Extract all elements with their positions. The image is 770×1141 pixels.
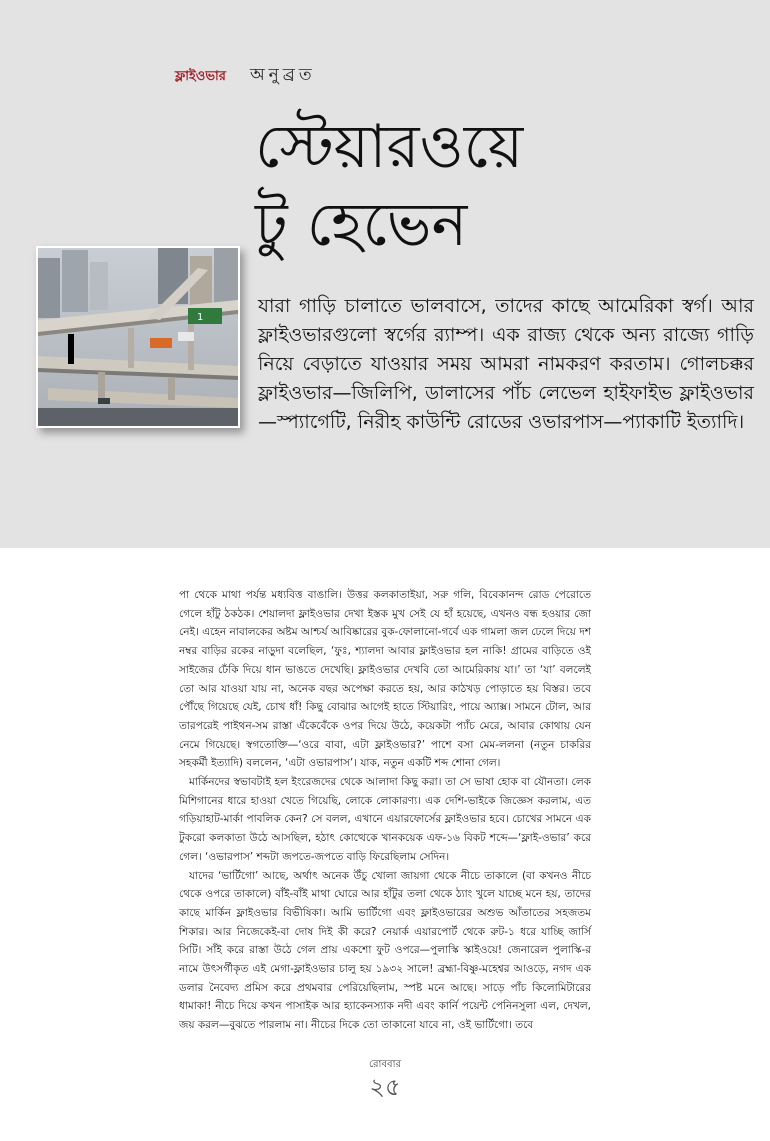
article-header: [175, 62, 316, 90]
magazine-name: রোববার: [369, 1059, 401, 1070]
title-line-1: স্টেয়ারওয়ে: [255, 112, 524, 182]
author-name: অনুব্রত: [249, 65, 316, 85]
title-line-2: টু হেভেন: [255, 190, 468, 260]
flyover-photo: [36, 246, 240, 428]
page-footer: [355, 1057, 415, 1100]
category-label: ফ্লাইওভার: [175, 69, 226, 84]
body-paragraph: যাদের ‘ভার্টিগো’ আছে, অর্থাৎ অনেক উঁচু খোলা জায়গা থেকে নীচে তাকালে (বা কখনও নীচে থেকে ওপরে তাকালে) বাঁই-বাঁই মাথা ঘোরে আর হাঁটুর তলা থেকে ঠ্যাং খুলে যাচ্ছে মনে হয়, তাদের কাছে মার্কিন ফ্লাইওভার বিভীষিকা। আমি ভার্টিগো এবং ফ্লাইওভারের অশুভ আঁতাতের সহজতম শিকার। আর নিজেকেই-বা দোষ দিই কী করে? নেয়ার্ক এয়ারপোর্ট থেকে রুট-১ ধরে যাচ্ছি জার্সি সিটি। সাঁই করে রাস্তা উঠে গেল প্রায় একশো ফুট ওপরে—পুলাস্কি স্কাইওয়ে! জেনারেল পুলাস্কি-র নামে উৎসর্গীকৃত এই মেগা-ফ্লাইওভার চালু হয় ১৯৩২ সালে! ব্রহ্মা-বিষ্ণু-মহেশ্বর আওড়ে, নগদ এক ডলার নৈবেদ্য প্রমিস করে প্রথমবার পেরিয়েছিলাম, স্পষ্ট মনে আছে। সাড়ে পাঁচ কিলোমিটারের ধামাকা! নীচে দিয়ে কখন পাসাইক আর হ্যাকেনস্যাক নদী এবং কার্নি পয়েন্ট পেনিনসুলা এল, দেখল, জয় করল—বুঝতে পারলাম না। নীচের দিকে তো তাকানো যাবে না, ওই ভার্টিগো। তবে: [179, 869, 591, 1032]
article-body: [179, 586, 591, 1035]
lede-paragraph: যারা গাড়ি চালাতে ভালবাসে, তাদের কাছে আমেরিকা স্বর্গ। আর ফ্লাইওভারগুলো স্বর্গের র‍্যাম্প। এক রাজ্য থেকে অন্য রাজ্যে গাড়ি নিয়ে বেড়াতে যাওয়ার সময় আমরা নামকরণ করতাম। গোলচক্কর ফ্লাইওভার—জিলিপি, ডালাসের পাঁচ লেভেল হাইফাইভ ফ্লাইওভার—স্প্যাগেটি, নিরীহ কাউন্টি রোডের ওভারপাস—প্যাকাটি ইত্যাদি।: [258, 295, 754, 433]
body-paragraph: মার্কিনদের স্বভাবটাই হল ইংরেজদের থেকে আলাদা কিছু করা। তা সে ভাষা হোক বা যৌনতা। লেক মিশিগানের ধারে হাওয়া খেতে গিয়েছি, লোকে লোকারণ্য। এক দেশি-ভাইকে জিজ্ঞেস করলাম, এত গড়িয়াহাট-মার্কা পাবলিক কেন? সে বলল, এখানে এয়ারফোর্সের ফ্লাইওভার হবে। চোখের সামনে এক টুকরো কলকাতা উঠে আসছিল, হঠাৎ কোত্থেকে খানকয়েক এফ-১৬ বিকট শব্দে—‘ফ্লাই-ওভার’ করে গেল। ‘ওভারপাস’ শব্দটা জপতে-জপতে বাড়ি ফিরেছিলাম সেদিন।: [179, 776, 591, 863]
article-title: [255, 108, 755, 264]
road-sign-text: 1: [197, 312, 204, 323]
body-paragraph: পা থেকে মাথা পর্যন্ত মধ্যবিত্ত বাঙালি। উত্তর কলকাতাইয়া, সরু গলি, বিবেকানন্দ রোড পেরোতে গেলে হাঁটু ঠকঠক। শেয়ালদা ফ্লাইওভার দেখা ইস্তক মুখ সেই যে হাঁ হয়েছে, এখনও বন্ধ হওয়ার জো নেই। এহেন নাবালকের অষ্টম আশ্চর্য আবিষ্কারের বুক-ফোলানো-গর্বে এক গামলা জল ঢেলে দিয়ে দশ নম্বর বাড়ির রকের নাড়ুদা বলেছিল, ‘ফুঃ, শ্যালদা আবার ফ্লাইওভার হল নাকি! গ্রামের বাড়িতে ওই সাইজের ঢেঁকি দিয়ে ধান ভাঙতে দেখেছি। ফ্লাইওভার দেখবি তো আমেরিকায় যা।’ তা ‘যা’ বললেই তো আর যাওয়া যায় না, অনেক বছর অপেক্ষা করতে হয়, আর কাঠখড় পোড়াতে হয় বিস্তর। তবে পৌঁছে গিয়েছে যেই, চোখ ধাঁ! কিছু বোঝার আগেই হাতে স্টিয়ারিং, পায়ে অ্যাক্স। সামনে টোল, আর তারপরেই পাইথন-সম রাস্তা এঁকেবেঁকে ওপর দিয়ে উঠে, কয়েকটা প্যাঁচ মেরে, আবার কোথায় যেন নেমে গিয়েছে। স্বগতোক্তি—‘ওরে বাবা, এটা ফ্লাইওভার?’ পাশে বসা মেম-ললনা (নতুন চাকরির সহকর্মী ইত্যাদি) বললেন, ‘এটা ওভারপাস’। যাক, নতুন একটি শব্দ শোনা গেল।: [179, 589, 591, 770]
page-number: ২৫: [369, 1073, 401, 1101]
